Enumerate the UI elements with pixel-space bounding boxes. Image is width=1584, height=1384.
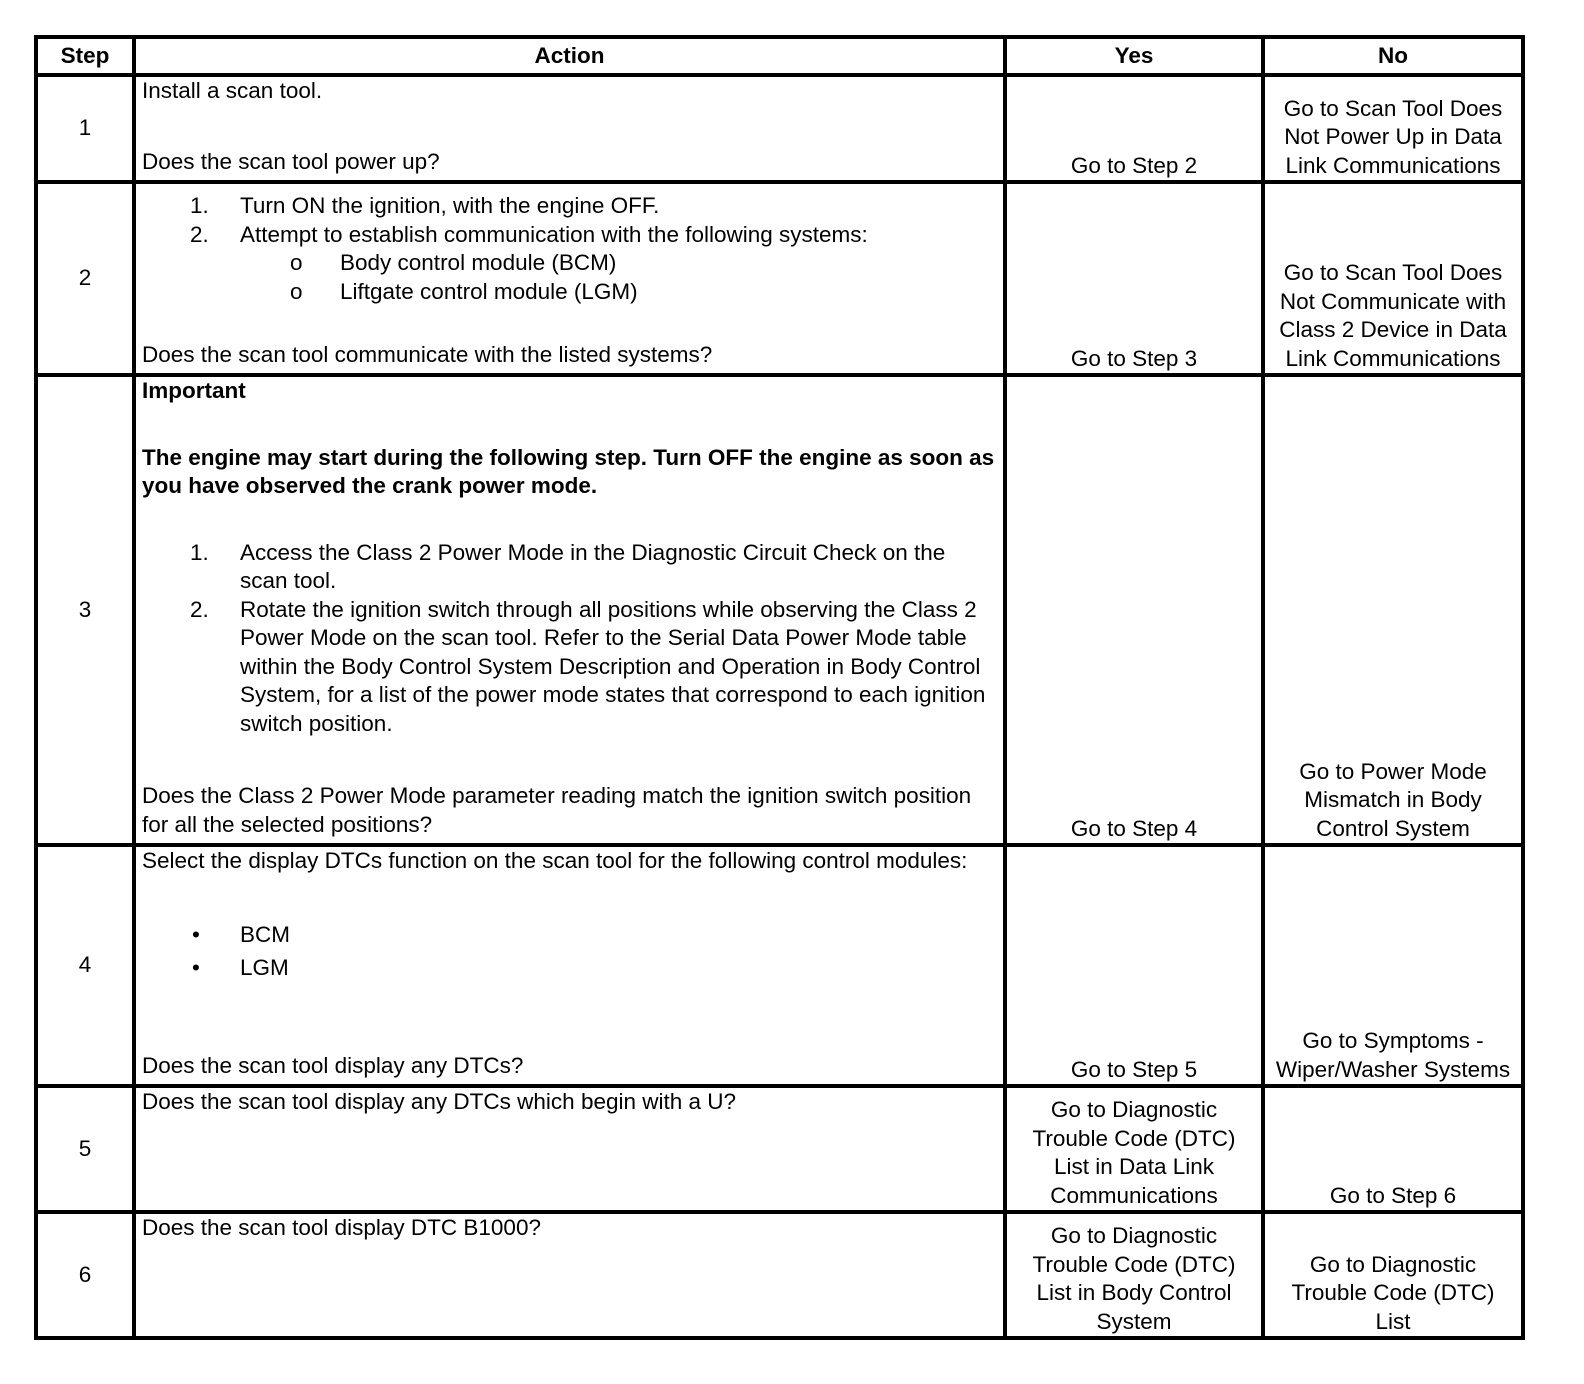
bullet-item: • LGM [192, 954, 289, 980]
table-row-step-5 [36, 1086, 1523, 1212]
list-item: 2. Rotate the ignition switch through all positions while observing the Class 2 Power Mode on the scan tool. Refer to the Serial Data Power Mode table within the Body Control System Description and Operation in Body Control System, for a list of the power mode states that correspond to each ignition switch position. [190, 596, 986, 736]
important-label: Important [142, 378, 246, 403]
action-intro: Select the display DTCs function on the scan tool for the following control modules: [142, 848, 968, 873]
list-item: 2. Attempt to establish communication with the following systems: [190, 221, 868, 247]
action-intro: Install a scan tool. [142, 78, 323, 103]
action-question: Does the Class 2 Power Mode parameter reading match the ignition switch position for all the selected positions? [142, 783, 972, 837]
yes-result: Go to Step 4 [1005, 375, 1263, 845]
step-number: 3 [36, 375, 134, 845]
no-result: Go to Symptoms - Wiper/Washer Systems [1263, 845, 1523, 1086]
header-row [36, 37, 1523, 75]
header-no: No [1263, 37, 1523, 75]
action-question: Does the scan tool display DTC B1000? [142, 1215, 541, 1240]
header-yes: Yes [1005, 37, 1263, 75]
important-text: The engine may start during the following step. Turn OFF the engine as soon as you have observed the crank power mode. [142, 444, 995, 498]
action-cell [134, 375, 1005, 845]
step-number: 4 [36, 845, 134, 1086]
yes-result: Go to Step 2 [1005, 75, 1263, 182]
step-number: 6 [36, 1212, 134, 1338]
step-number: 5 [36, 1086, 134, 1212]
no-result: Go to Step 6 [1263, 1086, 1523, 1212]
no-result: Go to Diagnostic Trouble Code (DTC) List [1263, 1212, 1523, 1338]
action-cell [134, 182, 1005, 375]
sub-list-item: o Liftgate control module (LGM) [290, 278, 638, 304]
header-action: Action [134, 37, 1005, 75]
step-number: 1 [36, 75, 134, 182]
action-cell [134, 1212, 1005, 1338]
yes-result: Go to Step 5 [1005, 845, 1263, 1086]
table-row-step-3 [36, 375, 1523, 845]
no-result: Go to Scan Tool Does Not Power Up in Data Link Communications [1263, 75, 1523, 182]
yes-result: Go to Diagnostic Trouble Code (DTC) List in Data Link Communications [1005, 1086, 1263, 1212]
action-question: Does the scan tool communicate with the listed systems? [142, 341, 713, 367]
list-item: 1. Access the Class 2 Power Mode in the Diagnostic Circuit Check on the scan tool. [190, 539, 946, 593]
action-question: Does the scan tool display any DTCs? [142, 1052, 524, 1078]
diagnostic-table [34, 35, 1525, 1340]
action-cell [134, 1086, 1005, 1212]
table-row-step-1 [36, 75, 1523, 182]
yes-result: Go to Diagnostic Trouble Code (DTC) List in Body Control System [1005, 1212, 1263, 1338]
bullet-item: • BCM [192, 921, 290, 947]
yes-result: Go to Step 3 [1005, 182, 1263, 375]
table-row-step-6 [36, 1212, 1523, 1338]
action-question: Does the scan tool display any DTCs which begin with a U? [142, 1089, 737, 1114]
step-number: 2 [36, 182, 134, 375]
action-cell [134, 845, 1005, 1086]
no-result: Go to Power Mode Mismatch in Body Control System [1263, 375, 1523, 845]
action-question: Does the scan tool power up? [142, 148, 440, 174]
table-row-step-2 [36, 182, 1523, 375]
sub-list-item: o Body control module (BCM) [290, 250, 617, 275]
table-row-step-4 [36, 845, 1523, 1086]
action-cell [134, 75, 1005, 182]
no-result: Go to Scan Tool Does Not Communicate with Class 2 Device in Data Link Communications [1263, 182, 1523, 375]
header-step: Step [36, 37, 134, 75]
list-item: 1. Turn ON the ignition, with the engine OFF. [190, 193, 660, 218]
